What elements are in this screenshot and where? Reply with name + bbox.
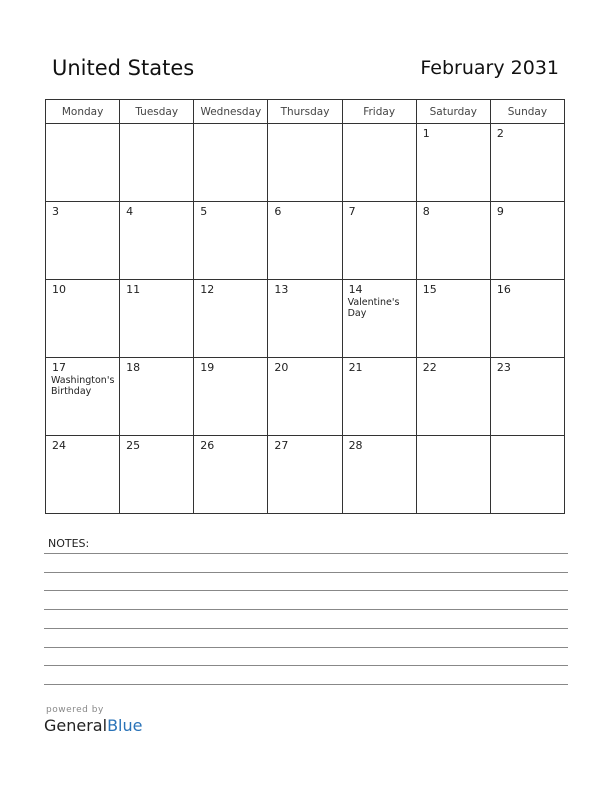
day-number: 3	[52, 205, 59, 218]
day-cell	[194, 280, 268, 358]
day-cell	[342, 202, 416, 280]
week-row	[46, 202, 565, 280]
day-cell	[342, 280, 416, 358]
weekday-header: Monday	[46, 100, 120, 124]
day-number: 9	[496, 205, 504, 218]
weekday-header: Friday	[342, 100, 416, 124]
day-number	[194, 124, 267, 127]
day-cell	[490, 358, 564, 436]
day-number: 14	[348, 283, 363, 296]
day-number	[268, 124, 341, 127]
week-row	[46, 436, 565, 514]
brand-logo	[44, 716, 142, 735]
day-cell	[268, 124, 342, 202]
brand-general: General	[44, 716, 108, 735]
holiday-label: Valentine's Day	[347, 297, 400, 319]
weekday-header-row	[46, 100, 565, 124]
day-number: 10	[52, 283, 66, 296]
day-number: 19	[200, 361, 215, 374]
day-cell	[120, 280, 194, 358]
day-cell	[416, 436, 490, 514]
day-number: 16	[496, 283, 511, 296]
day-number	[120, 124, 193, 127]
day-number	[46, 124, 119, 127]
day-cell	[194, 202, 268, 280]
day-cell	[490, 436, 564, 514]
note-line	[44, 628, 568, 629]
note-line	[44, 590, 568, 591]
week-row	[46, 280, 565, 358]
country-title: United States	[52, 56, 195, 80]
note-line	[44, 665, 568, 666]
weekday-header: Thursday	[268, 100, 342, 124]
day-number: 13	[274, 283, 289, 296]
day-number: 28	[348, 439, 363, 452]
day-cell	[416, 358, 490, 436]
day-number: 15	[422, 283, 437, 296]
day-number: 1	[422, 127, 430, 140]
day-number: 6	[274, 205, 282, 218]
day-cell	[416, 280, 490, 358]
day-cell	[194, 436, 268, 514]
week-row	[46, 124, 565, 202]
day-cell	[46, 202, 120, 280]
brand-blue: Blue	[107, 716, 143, 735]
note-line	[44, 609, 568, 610]
day-number: 7	[348, 205, 356, 218]
day-cell	[46, 124, 120, 202]
day-cell	[342, 124, 416, 202]
day-cell	[268, 358, 342, 436]
note-line	[44, 572, 568, 573]
day-number: 22	[422, 361, 437, 374]
day-number: 24	[52, 439, 66, 452]
day-cell	[416, 202, 490, 280]
weekday-header: Saturday	[416, 100, 490, 124]
day-cell	[342, 436, 416, 514]
day-number: 25	[126, 439, 141, 452]
day-cell	[268, 280, 342, 358]
day-cell	[46, 358, 120, 436]
day-number	[491, 436, 564, 439]
day-number	[417, 436, 490, 439]
day-cell	[490, 202, 564, 280]
day-number: 11	[126, 283, 141, 296]
weekday-header: Sunday	[490, 100, 564, 124]
day-number: 23	[496, 361, 511, 374]
day-number: 2	[496, 127, 504, 140]
day-cell	[194, 358, 268, 436]
day-cell	[120, 358, 194, 436]
day-cell	[194, 124, 268, 202]
day-cell	[268, 202, 342, 280]
note-line	[44, 684, 568, 685]
day-cell	[120, 202, 194, 280]
day-number	[343, 124, 416, 127]
day-number: 12	[200, 283, 215, 296]
day-number: 18	[126, 361, 141, 374]
day-cell	[268, 436, 342, 514]
day-cell	[490, 124, 564, 202]
day-cell	[120, 436, 194, 514]
day-number: 21	[348, 361, 363, 374]
day-cell	[416, 124, 490, 202]
day-number: 8	[422, 205, 430, 218]
day-cell	[342, 358, 416, 436]
day-cell	[120, 124, 194, 202]
note-line	[44, 553, 568, 554]
day-number: 27	[274, 439, 289, 452]
powered-by-text: powered by	[46, 705, 104, 715]
month-year-title: February 2031	[420, 57, 559, 79]
day-number: 4	[126, 205, 134, 218]
day-cell	[490, 280, 564, 358]
notes-label: NOTES:	[48, 537, 90, 550]
weekday-header: Wednesday	[194, 100, 268, 124]
day-number: 5	[200, 205, 208, 218]
day-number: 17	[52, 361, 66, 374]
holiday-label: Washington's Birthday	[51, 375, 115, 397]
calendar-grid	[45, 99, 565, 514]
day-cell	[46, 280, 120, 358]
note-line	[44, 647, 568, 648]
day-cell	[46, 436, 120, 514]
day-number: 26	[200, 439, 215, 452]
weekday-header: Tuesday	[120, 100, 194, 124]
day-number: 20	[274, 361, 289, 374]
week-row	[46, 358, 565, 436]
